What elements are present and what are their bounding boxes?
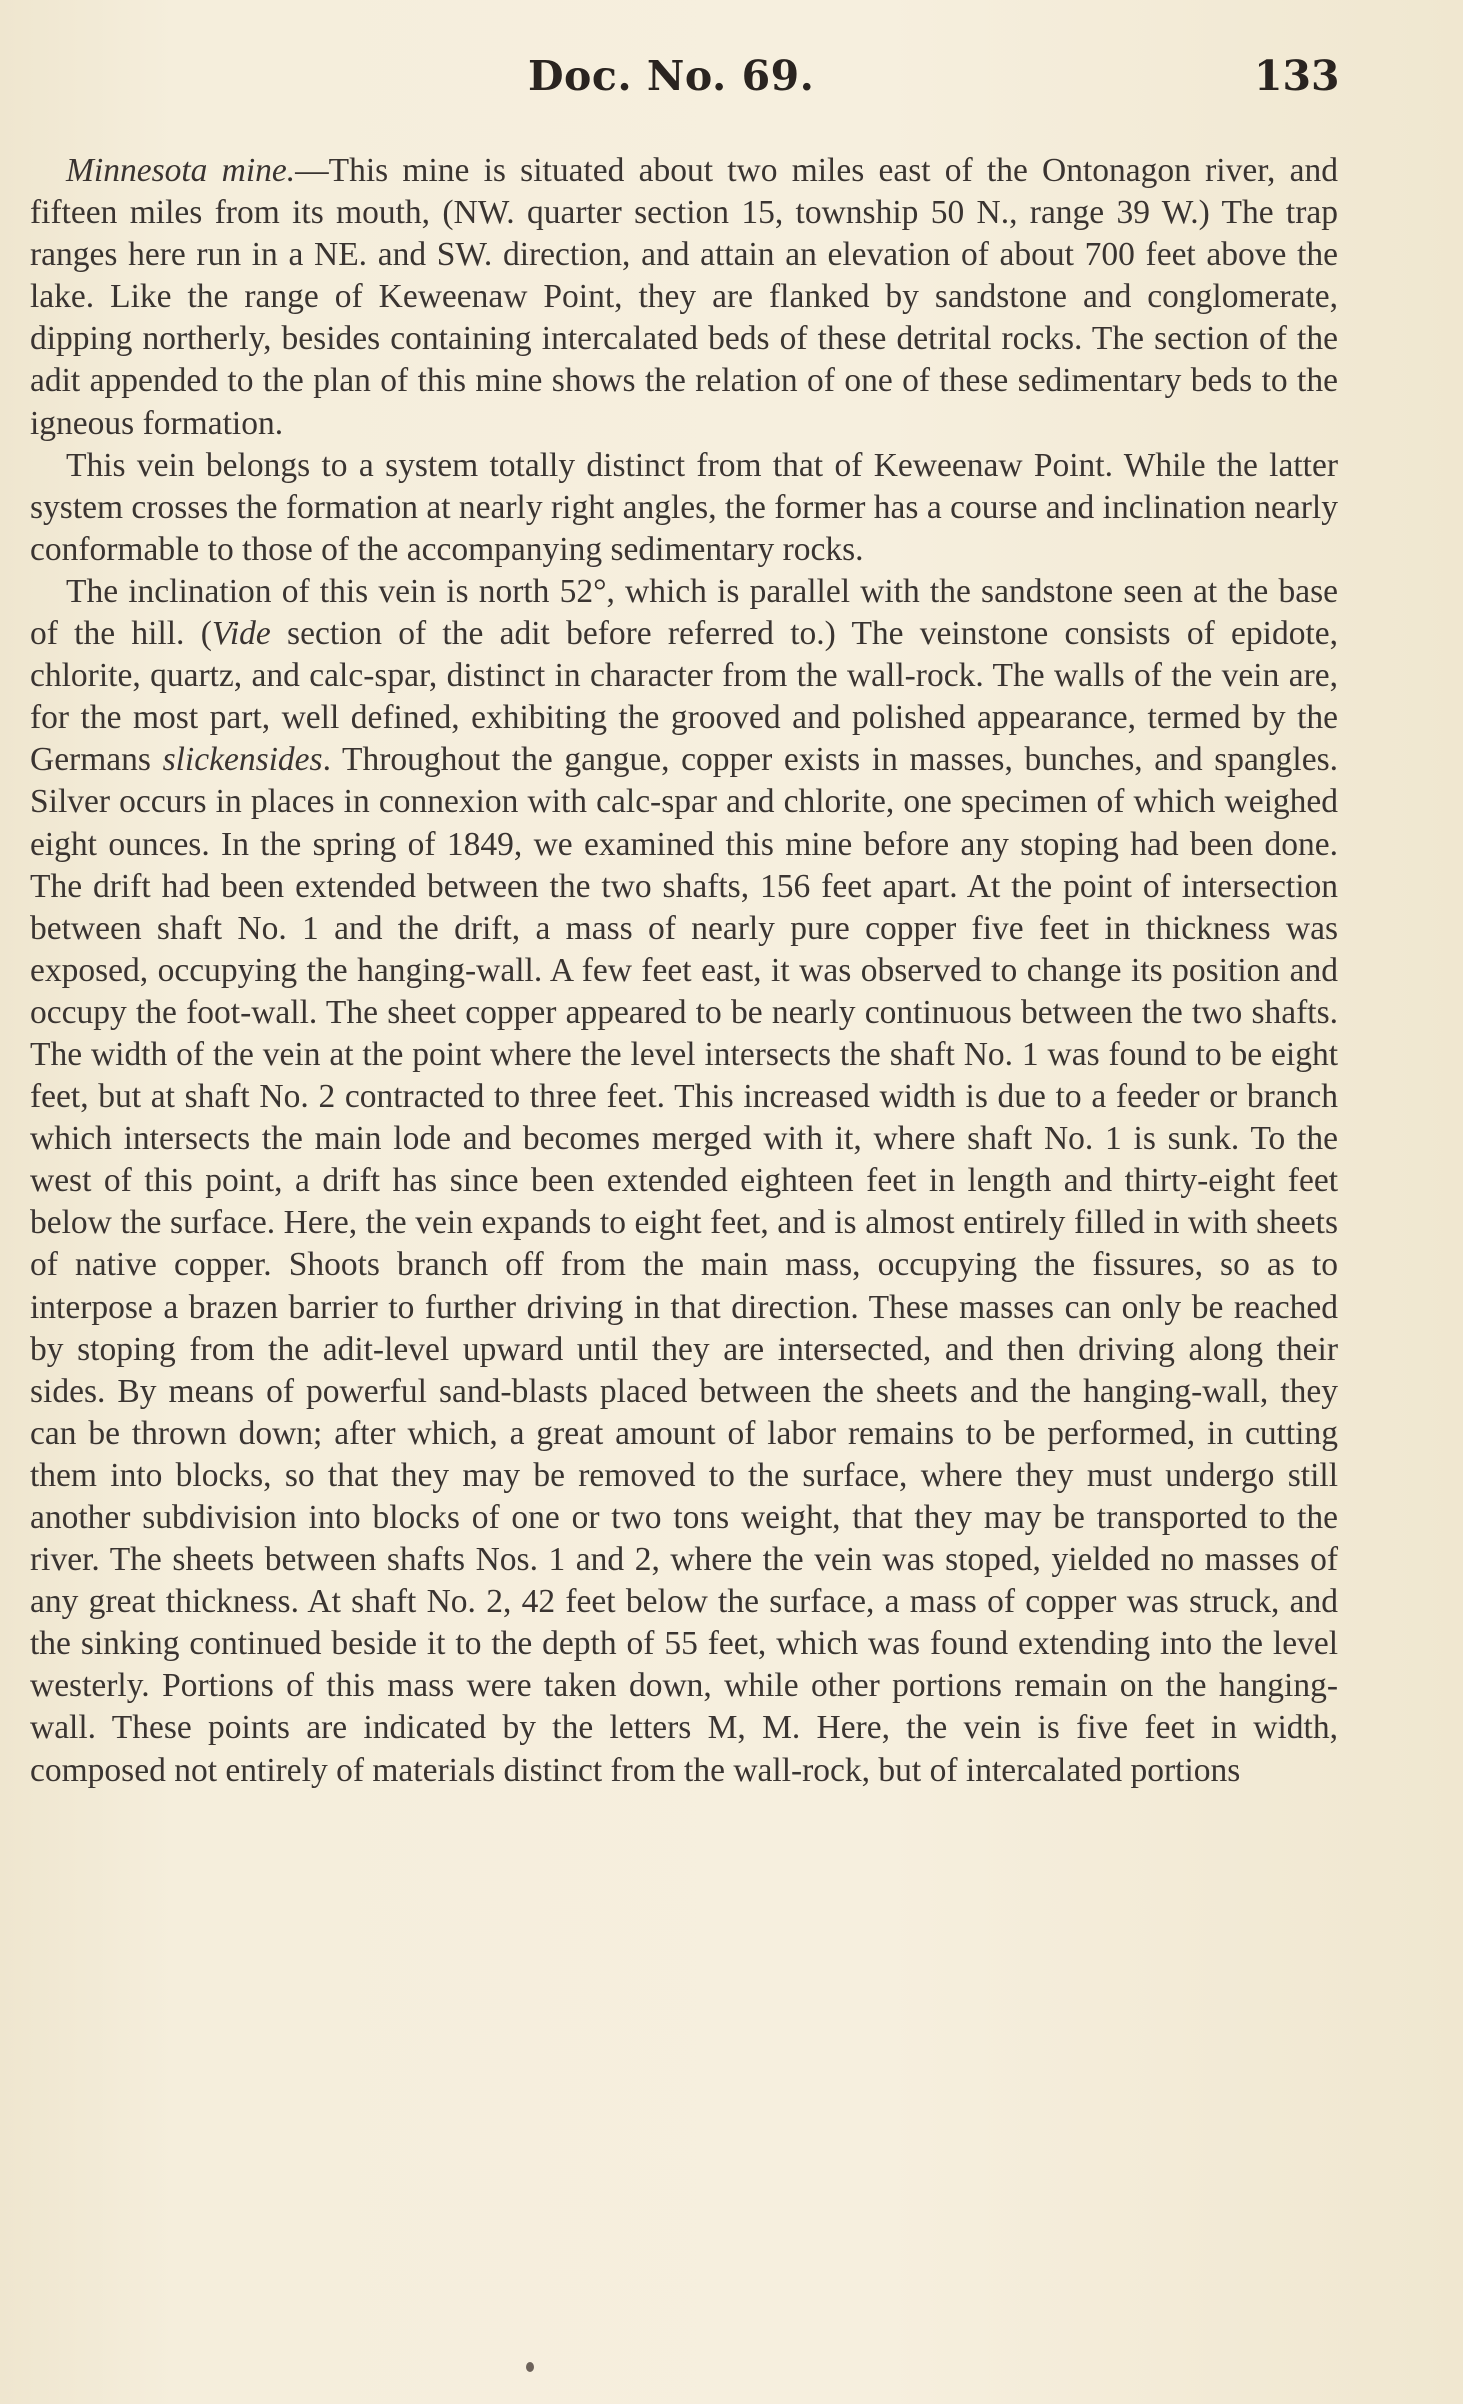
paragraph-vein-inclination bbox=[30, 571, 1338, 1792]
paragraph-text: This vein belongs to a system totally distinct from that of Keweenaw Point. While the latter system crosses the formation at nearly right angles, the former has a course and inclination nearly conformable to those of the accompanying sedimentary rocks. bbox=[30, 446, 1338, 568]
page-header bbox=[0, 52, 1463, 112]
paragraph-text: —This mine is situated about two miles east of the Ontonagon river, and fifteen miles from its mouth, (NW. quarter section 15, township 50 N., range 39 W.) The trap ranges here run in a NE. and SW. direction, and attain an elevation of about 700 feet above the lake. Like the range of Keweenaw Point, they are flanked by sandstone and conglomerate, dipping northerly, besides containing intercalated beds of these detrital rocks. The section of the adit appended to the plan of this mine shows the relation of one of these sedimentary beds to the igneous formation. bbox=[30, 152, 1338, 442]
paragraph-vein-system bbox=[30, 445, 1338, 571]
section-lead-title: Minnesota mine. bbox=[66, 152, 296, 189]
paragraph-text: . Throughout the gangue, copper exists in masses, bunches, and spangles. Silver occurs in places in connexion with calc-spar and chlorite, one specimen of which weighed eight ounces. In the spring of 1849, we examined this mine before any stoping had been done. The drift had been extended between the two shafts, 156 feet apart. At the point of intersection between shaft No. 1 and the drift, a mass of nearly pure copper five feet in thickness was exposed, occupying the hanging-wall. A few feet east, it was observed to change its position and occupy the foot-wall. The sheet copper appeared to be nearly continuous between the two shafts. The width of the vein at the point where the level intersects the shaft No. 1 was found to be eight feet, but at shaft No. 2 contracted to three feet. This increased width is due to a feeder or branch which intersects the main lode and becomes merged with it, where shaft No. 1 is sunk. To the west of this point, a drift has since been extended eighteen feet in length and thirty-eight feet below the surface. Here, the vein expands to eight feet, and is almost entirely filled in with sheets of native copper. Shoots branch off from the main mass, occupying the fissures, so as to interpose a brazen barrier to further driving in that direction. These masses can only be reached by stoping from the adit-level upward until they are intersected, and then driving along their sides. By means of powerful sand-blasts placed between the sheets and the hanging-wall, they can be thrown down; after which, a great amount of labor remains to be performed, in cutting them into blocks, so that they may be removed to the surface, where they must undergo still another subdivision into blocks of one or two tons weight, that they may be transported to the river. The sheets between shafts Nos. 1 and 2, where the vein was stoped, yielded no masses of any great thickness. At shaft No. 2, 42 feet below the surface, a mass of copper was struck, and the sinking continued beside it to the depth of 55 feet, which was found extending into the level westerly. Portions of this mass were taken down, while other portions remain on the hanging-wall. These points are indicated by the letters M, M. Here, the vein is five feet in width, composed not entirely of materials distinct from the wall-rock, but of intercalated portions bbox=[30, 741, 1338, 1789]
page-number: 133 bbox=[1254, 52, 1340, 100]
italic-vide: Vide bbox=[211, 615, 271, 653]
paragraph-minnesota-mine bbox=[30, 150, 1338, 445]
paragraph-text: The inclination of this vein is north 52°, which is parallel with the sandstone seen at the base of the hill. ( bbox=[30, 572, 1338, 653]
italic-slickensides: slickensides bbox=[162, 741, 323, 779]
printer-mark bbox=[526, 2362, 534, 2372]
body-text bbox=[30, 150, 1338, 1792]
document-title: Doc. No. 69. bbox=[528, 52, 815, 100]
paragraph-text: section of the adit before referred to.) The veinstone consists of epidote, chlorite, quartz, and calc-spar, distinct in character from the wall-rock. The walls of the vein are, for the most part, well defined, exhibiting the grooved and polished appearance, termed by the Germans bbox=[30, 615, 1338, 779]
